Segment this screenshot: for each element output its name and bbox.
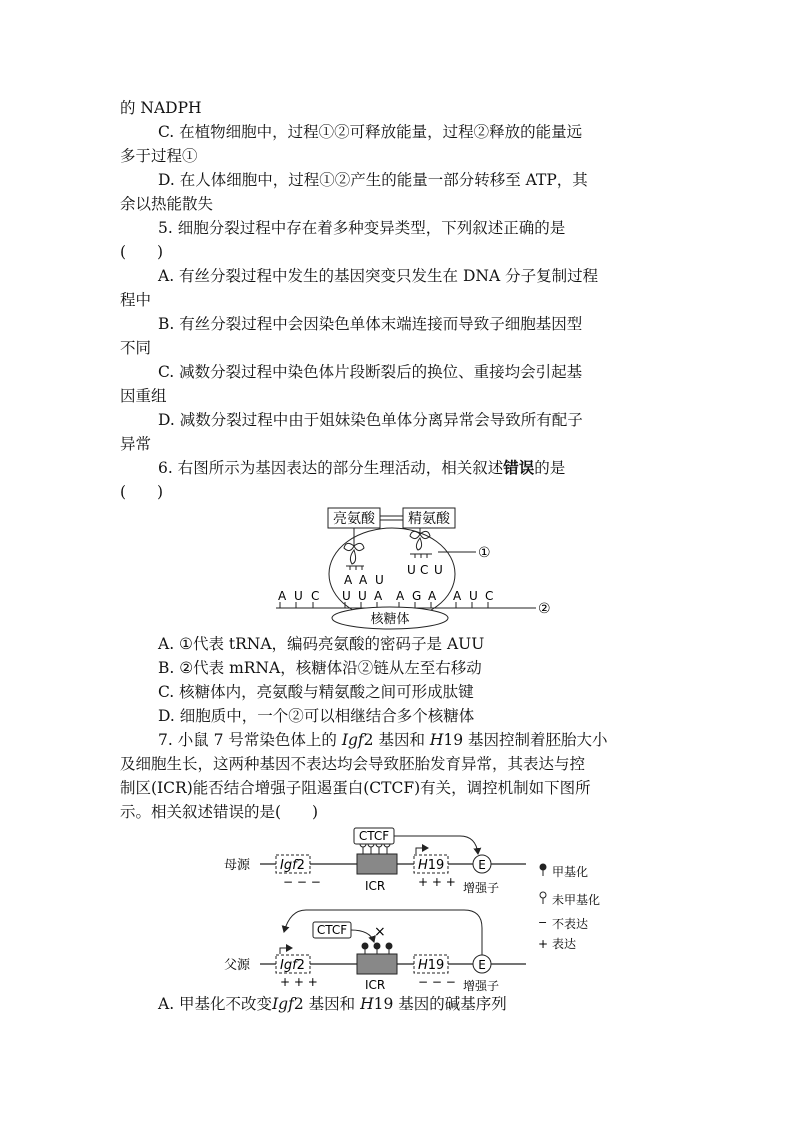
q4-option-c: C. 在植物细胞中，过程①②可释放能量，过程②释放的能量远 [158,123,583,141]
q5-option-b: B. 有丝分裂过程中会因染色单体末端连接而导致子细胞基因型 [158,315,583,333]
gene-igf2-paternal: Igf2 [280,958,305,973]
anticodon-right-2: C [420,563,429,577]
answer-bracket: ( ) [120,483,164,501]
legend-unmethylated: 未甲基化 [552,893,601,907]
paternal-label: 父源 [224,958,251,973]
gene-h19-maternal: H19 [418,858,445,873]
q6-option-c: C. 核糖体内，亮氨酸与精氨酸之间可形成肽键 [158,683,474,701]
anticodon-right-1: U [407,563,416,577]
svg-text:E: E [478,858,486,872]
icr-label-paternal: ICR [365,978,386,992]
enhancer-label-maternal: 增强子 [463,881,500,895]
ctcf-maternal: CTCF [358,829,390,843]
mrna-base: U [294,589,303,603]
gene-h19-paternal: H19 [418,958,445,973]
q7-option-a: A. 甲基化不改变Igf2 基因和 H19 基因的碱基序列 [158,995,507,1013]
mrna-base: A [428,589,437,603]
ctcf-paternal: CTCF [316,923,348,937]
expression-igf2-paternal: + + + [280,975,318,989]
q5-stem: 5. 细胞分裂过程中存在着多种变异类型，下列叙述正确的是 [158,219,566,237]
text-line: 的 NADPH [120,99,202,117]
enhancer-label-paternal: 增强子 [463,979,500,992]
q6-option-a: A. ①代表 tRNA，编码亮氨酸的密码子是 AUU [158,635,485,653]
anticodon-right-3: U [434,563,443,577]
mrna-base: A [278,589,287,603]
svg-text:−: − [538,916,548,929]
page-content [120,96,676,1016]
q5-option-c: C. 减数分裂过程中染色体片段断裂后的换位、重接均会引起基 [158,363,583,381]
expression-igf2-maternal: − − − [283,875,321,889]
text-line: 余以热能散失 [120,195,214,213]
q6-stem: 6. 右图所示为基因表达的部分生理活动，相关叙述错误的是 [158,458,566,477]
mrna-base: G [412,589,422,603]
text-line: 多于过程① [120,147,198,165]
text-line: 因重组 [120,387,167,405]
ribosome-label: 核糖体 [370,612,410,627]
anticodon-left-3: U [375,573,384,587]
q6-option-d: D. 细胞质中，一个②可以相继结合多个核糖体 [158,707,475,725]
text-line: 不同 [120,339,152,357]
text-line: 制区(ICR)能否结合增强子阻遏蛋白(CTCF)有关，调控机制如下图所 [120,779,591,797]
legend-expressed: 表达 [552,937,577,951]
maternal-label: 母源 [224,858,251,873]
svg-text:E: E [478,958,486,972]
label-2: ② [538,601,551,617]
legend-not-expressed: 不表达 [552,917,589,931]
expression-h19-paternal: − − − [418,975,456,989]
anticodon-left-2: A [359,573,368,587]
mrna-base: C [311,589,320,603]
gene-igf2-maternal: Igf2 [280,858,305,873]
translation-diagram [120,504,676,632]
text-line: 示。相关叙述错误的是( ) [120,803,319,821]
icr-label-maternal: ICR [365,879,386,893]
amino-acid-arginine: 精氨酸 [408,511,450,527]
mrna-base: U [358,589,367,603]
svg-text:+: + [538,937,549,951]
q5-option-d: D. 减数分裂过程中由于姐妹染色单体分离异常会导致所有配子 [158,411,583,429]
answer-bracket: ( ) [120,243,164,261]
anticodon-left-1: A [344,573,353,587]
q6-option-b: B. ②代表 mRNA，核糖体沿②链从左至右移动 [158,659,482,677]
amino-acid-leucine: 亮氨酸 [333,511,375,527]
mrna-base: A [453,589,462,603]
mrna-base: A [374,589,383,603]
expression-h19-maternal: + + + [418,875,456,889]
text-line: 程中 [120,291,152,309]
q7-stem: 7. 小鼠 7 号常染色体上的 Igf2 基因和 H19 基因控制着胚胎大小 [158,731,608,749]
emphasis-error: 错误 [503,458,535,477]
text-line: 异常 [120,435,152,453]
block-cross: × [374,924,386,940]
mrna-base: A [396,589,405,603]
legend-methylated: 甲基化 [552,865,589,879]
legend [538,864,600,951]
mrna-base: C [485,589,494,603]
q5-option-a: A. 有丝分裂过程中发生的基因突变只发生在 DNA 分子复制过程 [158,267,599,285]
icr-paternal [357,954,397,974]
label-1: ① [478,545,491,561]
mrna-base: U [342,589,351,603]
mrna-base: U [469,589,478,603]
text-line: 及细胞生长，这两种基因不表达均会导致胚胎发育异常，其表达与控 [120,755,586,773]
icr-maternal [357,854,397,874]
q4-option-d: D. 在人体细胞中，过程①②产生的能量一部分转移至 ATP，其 [158,171,588,189]
imprinting-diagram [120,824,676,992]
